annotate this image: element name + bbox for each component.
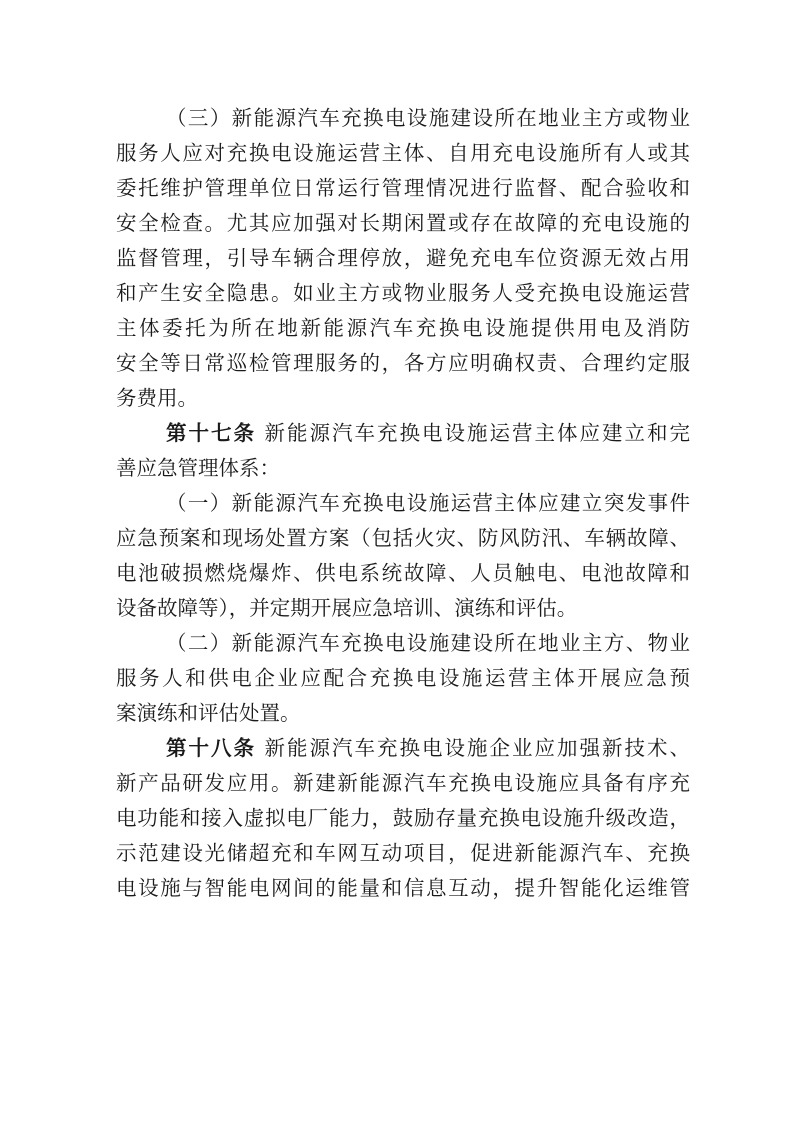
text-line: （一）新能源汽车充换电设施运营主体应建立突发事件 <box>166 491 690 515</box>
text-line: （三）新能源汽车充换电设施建设所在地业主方或物业 <box>166 106 690 130</box>
article-first-line <box>116 416 690 451</box>
document-page <box>116 101 690 906</box>
text-line: 安全检查。尤其应加强对长期闲置或存在故障的充电设施的 <box>116 211 690 235</box>
article-title: 第十七条 <box>166 421 256 445</box>
text-line: 安全等日常巡检管理服务的，各方应明确权责、合理约定服 <box>116 351 690 375</box>
text-line: 善应急管理体系： <box>116 456 280 480</box>
article-text: 新能源汽车充换电设施企业应加强新技术、 <box>264 736 690 760</box>
text-line: 新产品研发应用。新建新能源汽车充换电设施应具备有序充 <box>116 771 690 795</box>
paragraph-item-2 <box>116 626 690 731</box>
text-line: 电功能和接入虚拟电厂能力，鼓励存量充换电设施升级改造， <box>116 806 690 830</box>
article-first-line <box>116 731 690 766</box>
text-line: 务费用。 <box>116 386 198 410</box>
text-line: 和产生安全隐患。如业主方或物业服务人受充换电设施运营 <box>116 281 690 305</box>
text-line: 监督管理，引导车辆合理停放，避免充电车位资源无效占用 <box>116 246 690 270</box>
article-17 <box>116 416 690 486</box>
text-line: 示范建设光储超充和车网互动项目，促进新能源汽车、充换 <box>116 841 690 865</box>
text-line: 服务人和供电企业应配合充换电设施运营主体开展应急预 <box>116 666 690 690</box>
text-line: 案演练和评估处置。 <box>116 701 301 725</box>
paragraph-item-1 <box>116 486 690 626</box>
text-line: 主体委托为所在地新能源汽车充换电设施提供用电及消防 <box>116 316 690 340</box>
text-line: 应急预案和现场处置方案（包括火灾、防风防汛、车辆故障、 <box>116 526 690 550</box>
article-title: 第十八条 <box>166 736 256 760</box>
text-line: 电设施与智能电网间的能量和信息互动，提升智能化运维管 <box>116 876 690 900</box>
text-line: （二）新能源汽车充换电设施建设所在地业主方、物业 <box>166 631 690 655</box>
text-line: 电池破损燃烧爆炸、供电系统故障、人员触电、电池故障和 <box>116 561 690 585</box>
article-18 <box>116 731 690 906</box>
text-line: 委托维护管理单位日常运行管理情况进行监督、配合验收和 <box>116 176 690 200</box>
article-text: 新能源汽车充换电设施运营主体应建立和完 <box>264 421 690 445</box>
paragraph-item-3 <box>116 101 690 416</box>
text-line: 设备故障等），并定期开展应急培训、演练和评估。 <box>116 596 578 620</box>
text-line: 服务人应对充换电设施运营主体、自用充电设施所有人或其 <box>116 141 690 165</box>
